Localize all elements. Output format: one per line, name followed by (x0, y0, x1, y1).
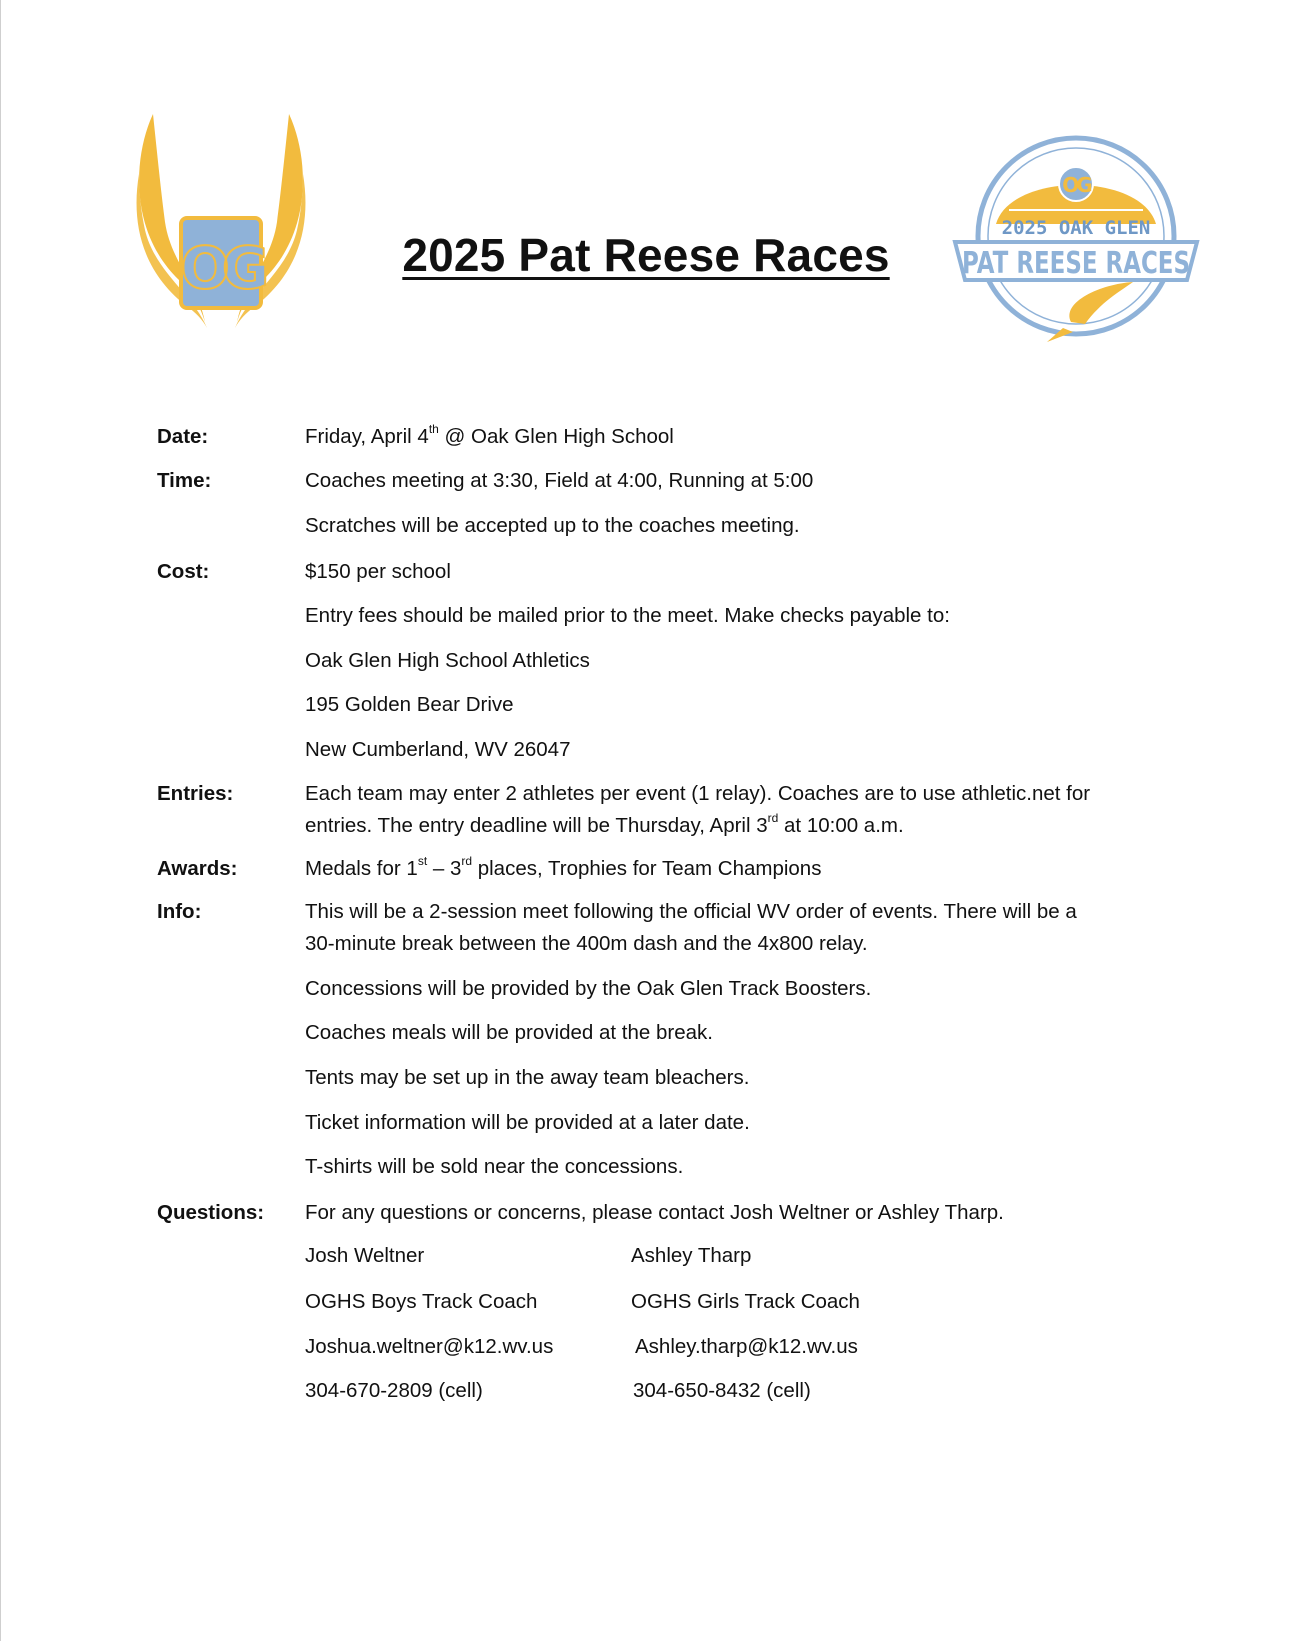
badge-banner-text: PAT REESE RACES (962, 246, 1190, 281)
time-label: Time: (157, 469, 212, 492)
page-title: 2025 Pat Reese Races (402, 229, 890, 281)
questions-label: Questions: (157, 1201, 265, 1224)
contact-name: Ashley Tharp (631, 1244, 752, 1267)
date-label: Date: (157, 425, 209, 448)
awards-label: Awards: (157, 857, 238, 880)
contact-role: OGHS Girls Track Coach (631, 1290, 860, 1313)
badge-top-text: 2025 OAK GLEN (1001, 217, 1151, 239)
date-value: Friday, April 4th @ Oak Glen High School (305, 422, 674, 448)
logo-monogram: OG (180, 234, 262, 302)
badge-monogram: OG (1062, 173, 1090, 197)
entries-line-1: Each team may enter 2 athletes per event (1 relay). Coaches are to use athletic.net for (305, 782, 1091, 805)
entries-label: Entries: (157, 782, 234, 805)
cost-value: $150 per school (305, 560, 451, 583)
time-value: Coaches meeting at 3:30, Field at 4:00, Running at 5:00 (305, 469, 814, 492)
entries-line-2: entries. The entry deadline will be Thursday, April 3rd at 10:00 a.m. (305, 811, 904, 837)
pat-reese-races-badge (951, 132, 1201, 342)
questions-line: For any questions or concerns, please contact Josh Weltner or Ashley Tharp. (305, 1201, 1004, 1224)
scratches-note: Scratches will be accepted up to the coaches meeting. (305, 514, 800, 537)
contact-phone: 304-670-2809 (cell) (305, 1379, 483, 1402)
info-label: Info: (157, 900, 202, 923)
cost-label: Cost: (157, 560, 210, 583)
document-page: OG 2025 Pat Reese Races OG 2025 OAK GLEN PAT REESE RACES Date: Friday, April 4th @ Oak Glen High School Time: Coaches meeting at 3:30, Field at 4:00, Running at 5:00 Scratches will be accepted up to the coaches meeting. Cost: $150 per school Entry fees should be mailed prior to the meet. Make checks payable to: Oak Glen High School Athletics 195 Golden Bear Drive New Cumberland, WV 26047 Entries: Each team may enter 2 athletes per event (1 relay). Coaches are to use athletic.net for entries. The entry deadline will be Thursday, April 3rd at 10:00 a.m. Awards: Medals for 1st – 3rd places, Trophies for Team Champions Info: This will be a 2-session meet following the official WV order of events. There will be a 30-minute break between the 400m dash and the 4x800 relay. Concessions will be provided by the Oak Glen Track Boosters. Coaches meals will be provided at the break. Tents may be set up in the away team bleachers. Ticket information will be provided at a later date. T-shirts will be sold near the concessions. Questions: For any questions or concerns, please contact Josh Weltner or Ashley Tharp. Josh Weltner Ashley Tharp OGHS Boys Track Coach OGHS Girls Track Coach Joshua.weltner@k12.wv.us Ashley.tharp@k12.wv.us 304-670-2809 (cell) 304-650-8432 (cell) (0, 0, 1290, 1641)
info-line-1: This will be a 2-session meet following the official WV order of events. There will be a (305, 900, 1077, 923)
contact-role: OGHS Boys Track Coach (305, 1290, 538, 1313)
oak-glen-wings-logo (131, 112, 311, 334)
contact-name: Josh Weltner (305, 1244, 425, 1267)
contact-email[interactable]: Ashley.tharp@k12.wv.us (635, 1335, 858, 1358)
contact-email[interactable]: Joshua.weltner@k12.wv.us (305, 1335, 554, 1358)
info-line-2: 30-minute break between the 400m dash and the 4x800 relay. (305, 932, 868, 955)
awards-value: Medals for 1st – 3rd places, Trophies for Team Champions (305, 854, 822, 880)
contact-phone: 304-650-8432 (cell) (633, 1379, 811, 1402)
